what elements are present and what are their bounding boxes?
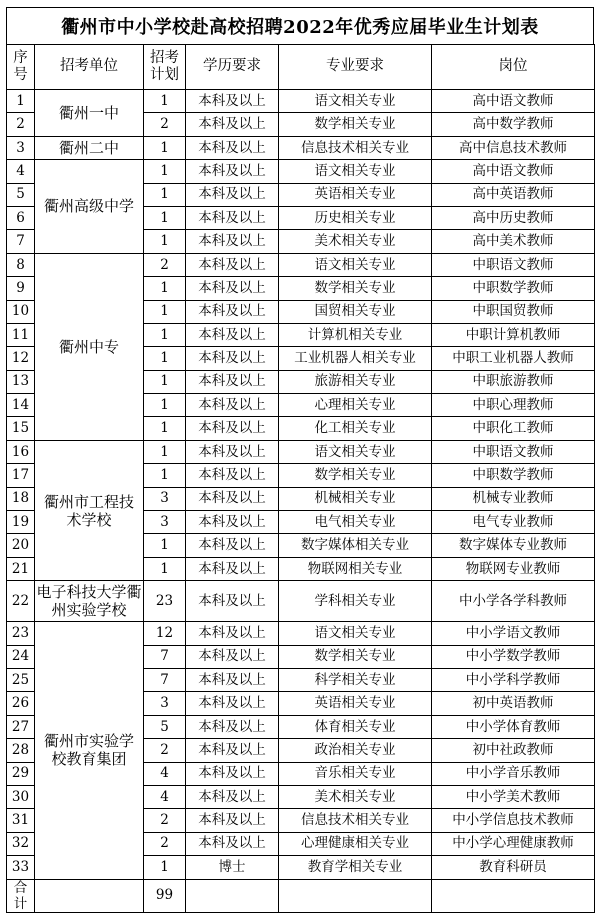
row-seq: 8 bbox=[7, 253, 35, 276]
row-major: 数学相关专业 bbox=[279, 464, 432, 487]
row-post: 中职数学教师 bbox=[432, 277, 595, 300]
unit-name-cell bbox=[35, 622, 144, 879]
row-post: 中小学美术教师 bbox=[432, 785, 595, 808]
row-edu: 本科及以上 bbox=[186, 253, 279, 276]
row-plan: 5 bbox=[144, 715, 186, 738]
row-seq: 20 bbox=[7, 534, 35, 557]
row-edu: 本科及以上 bbox=[186, 370, 279, 393]
row-post: 中职旅游教师 bbox=[432, 370, 595, 393]
unit-name-cell bbox=[35, 90, 144, 137]
row-edu: 本科及以上 bbox=[186, 394, 279, 417]
table-row bbox=[7, 440, 595, 463]
row-plan: 2 bbox=[144, 739, 186, 762]
row-seq: 10 bbox=[7, 300, 35, 323]
row-post: 中职心理教师 bbox=[432, 394, 595, 417]
row-major: 音乐相关专业 bbox=[279, 762, 432, 785]
row-plan: 1 bbox=[144, 534, 186, 557]
row-edu: 本科及以上 bbox=[186, 113, 279, 136]
row-post: 中小学各学科教师 bbox=[432, 581, 595, 622]
row-post: 中小学科学教师 bbox=[432, 668, 595, 691]
row-plan: 1 bbox=[144, 856, 186, 879]
row-plan: 2 bbox=[144, 253, 186, 276]
row-post: 高中历史教师 bbox=[432, 206, 595, 229]
row-edu: 本科及以上 bbox=[186, 300, 279, 323]
row-seq: 30 bbox=[7, 785, 35, 808]
row-post: 中小学信息技术教师 bbox=[432, 809, 595, 832]
row-plan: 3 bbox=[144, 511, 186, 534]
header-row bbox=[7, 45, 595, 90]
row-post: 中小学数学教师 bbox=[432, 645, 595, 668]
row-major: 心理健康相关专业 bbox=[279, 832, 432, 855]
row-plan: 2 bbox=[144, 113, 186, 136]
header-major: 专业要求 bbox=[279, 45, 432, 90]
row-seq: 22 bbox=[7, 581, 35, 622]
row-seq: 17 bbox=[7, 464, 35, 487]
row-edu: 本科及以上 bbox=[186, 622, 279, 645]
row-major: 教育学相关专业 bbox=[279, 856, 432, 879]
row-edu: 本科及以上 bbox=[186, 487, 279, 510]
row-plan: 1 bbox=[144, 183, 186, 206]
row-seq: 21 bbox=[7, 557, 35, 580]
row-plan: 1 bbox=[144, 160, 186, 183]
row-plan: 3 bbox=[144, 692, 186, 715]
row-post: 物联网专业教师 bbox=[432, 557, 595, 580]
row-major: 信息技术相关专业 bbox=[279, 136, 432, 159]
row-seq: 28 bbox=[7, 739, 35, 762]
row-post: 中职工业机器人教师 bbox=[432, 347, 595, 370]
row-major: 数学相关专业 bbox=[279, 277, 432, 300]
row-edu: 本科及以上 bbox=[186, 417, 279, 440]
header-plan: 招考计划 bbox=[144, 45, 186, 90]
unit-name: 衢州一中 bbox=[58, 103, 119, 122]
row-edu: 本科及以上 bbox=[186, 440, 279, 463]
row-post: 中职计算机教师 bbox=[432, 323, 595, 346]
unit-name: 衢州市工程技术学校 bbox=[44, 492, 135, 529]
row-seq: 15 bbox=[7, 417, 35, 440]
row-edu: 本科及以上 bbox=[186, 511, 279, 534]
row-plan: 1 bbox=[144, 557, 186, 580]
total-post-empty bbox=[432, 879, 595, 912]
row-plan: 4 bbox=[144, 785, 186, 808]
row-edu: 本科及以上 bbox=[186, 832, 279, 855]
row-plan: 4 bbox=[144, 762, 186, 785]
total-edu-empty bbox=[186, 879, 279, 912]
row-plan: 2 bbox=[144, 832, 186, 855]
row-seq: 13 bbox=[7, 370, 35, 393]
row-seq: 4 bbox=[7, 160, 35, 183]
row-edu: 本科及以上 bbox=[186, 323, 279, 346]
unit-name: 衢州二中 bbox=[58, 138, 119, 157]
row-plan: 2 bbox=[144, 809, 186, 832]
row-seq: 18 bbox=[7, 487, 35, 510]
row-plan: 1 bbox=[144, 370, 186, 393]
row-post: 中小学体育教师 bbox=[432, 715, 595, 738]
row-seq: 31 bbox=[7, 809, 35, 832]
table-row bbox=[7, 253, 595, 276]
row-plan: 1 bbox=[144, 347, 186, 370]
table-row bbox=[7, 581, 595, 622]
row-edu: 本科及以上 bbox=[186, 715, 279, 738]
row-major: 美术相关专业 bbox=[279, 785, 432, 808]
row-post: 高中语文教师 bbox=[432, 90, 595, 113]
recruitment-plan-table bbox=[6, 44, 595, 913]
row-seq: 1 bbox=[7, 90, 35, 113]
unit-name: 衢州高级中学 bbox=[43, 197, 134, 216]
row-seq: 6 bbox=[7, 206, 35, 229]
total-unit-empty bbox=[35, 879, 144, 912]
row-plan: 1 bbox=[144, 90, 186, 113]
unit-name: 衢州中专 bbox=[58, 337, 119, 356]
row-plan: 12 bbox=[144, 622, 186, 645]
row-edu: 本科及以上 bbox=[186, 762, 279, 785]
row-seq: 23 bbox=[7, 622, 35, 645]
row-major: 心理相关专业 bbox=[279, 394, 432, 417]
row-post: 中职语文教师 bbox=[432, 440, 595, 463]
row-major: 机械相关专业 bbox=[279, 487, 432, 510]
row-post: 中小学音乐教师 bbox=[432, 762, 595, 785]
unit-name-cell bbox=[35, 253, 144, 440]
row-major: 学科相关专业 bbox=[279, 581, 432, 622]
row-post: 中小学语文教师 bbox=[432, 622, 595, 645]
row-plan: 1 bbox=[144, 300, 186, 323]
row-major: 数学相关专业 bbox=[279, 645, 432, 668]
unit-name: 电子科技大学衢州实验学校 bbox=[36, 583, 142, 620]
row-major: 英语相关专业 bbox=[279, 692, 432, 715]
row-edu: 本科及以上 bbox=[186, 136, 279, 159]
row-seq: 32 bbox=[7, 832, 35, 855]
row-post: 初中社政教师 bbox=[432, 739, 595, 762]
row-edu: 本科及以上 bbox=[186, 785, 279, 808]
row-plan: 7 bbox=[144, 645, 186, 668]
row-post: 初中英语教师 bbox=[432, 692, 595, 715]
total-label: 合计 bbox=[7, 879, 35, 912]
document-title: 衢州市中小学校赴高校招聘2022年优秀应届毕业生计划表 bbox=[6, 7, 594, 45]
row-post: 教育科研员 bbox=[432, 856, 595, 879]
row-seq: 11 bbox=[7, 323, 35, 346]
unit-name-cell bbox=[35, 440, 144, 580]
row-edu: 本科及以上 bbox=[186, 739, 279, 762]
row-major: 计算机相关专业 bbox=[279, 323, 432, 346]
row-seq: 24 bbox=[7, 645, 35, 668]
row-major: 语文相关专业 bbox=[279, 622, 432, 645]
row-plan: 1 bbox=[144, 323, 186, 346]
row-seq: 12 bbox=[7, 347, 35, 370]
row-plan: 1 bbox=[144, 136, 186, 159]
row-edu: 博士 bbox=[186, 856, 279, 879]
row-major: 语文相关专业 bbox=[279, 253, 432, 276]
row-edu: 本科及以上 bbox=[186, 277, 279, 300]
row-post: 数字媒体专业教师 bbox=[432, 534, 595, 557]
row-plan: 1 bbox=[144, 206, 186, 229]
row-major: 电气相关专业 bbox=[279, 511, 432, 534]
header-unit: 招考单位 bbox=[35, 45, 144, 90]
table-row bbox=[7, 622, 595, 645]
row-edu: 本科及以上 bbox=[186, 347, 279, 370]
unit-name-cell bbox=[35, 136, 144, 159]
row-edu: 本科及以上 bbox=[186, 534, 279, 557]
row-major: 英语相关专业 bbox=[279, 183, 432, 206]
row-edu: 本科及以上 bbox=[186, 581, 279, 622]
row-post: 高中信息技术教师 bbox=[432, 136, 595, 159]
row-seq: 7 bbox=[7, 230, 35, 253]
row-plan: 23 bbox=[144, 581, 186, 622]
row-major: 旅游相关专业 bbox=[279, 370, 432, 393]
row-post: 中职语文教师 bbox=[432, 253, 595, 276]
row-edu: 本科及以上 bbox=[186, 90, 279, 113]
row-seq: 29 bbox=[7, 762, 35, 785]
row-post: 电气专业教师 bbox=[432, 511, 595, 534]
table-row bbox=[7, 160, 595, 183]
row-post: 高中英语教师 bbox=[432, 183, 595, 206]
row-major: 体育相关专业 bbox=[279, 715, 432, 738]
row-post: 中职化工教师 bbox=[432, 417, 595, 440]
row-edu: 本科及以上 bbox=[186, 557, 279, 580]
row-edu: 本科及以上 bbox=[186, 183, 279, 206]
row-edu: 本科及以上 bbox=[186, 645, 279, 668]
row-plan: 1 bbox=[144, 394, 186, 417]
total-row bbox=[7, 879, 595, 912]
row-seq: 19 bbox=[7, 511, 35, 534]
header-edu: 学历要求 bbox=[186, 45, 279, 90]
row-plan: 1 bbox=[144, 440, 186, 463]
row-plan: 1 bbox=[144, 417, 186, 440]
row-post: 机械专业教师 bbox=[432, 487, 595, 510]
row-major: 美术相关专业 bbox=[279, 230, 432, 253]
row-post: 高中美术教师 bbox=[432, 230, 595, 253]
row-major: 信息技术相关专业 bbox=[279, 809, 432, 832]
row-major: 物联网相关专业 bbox=[279, 557, 432, 580]
row-post: 高中语文教师 bbox=[432, 160, 595, 183]
total-major-empty bbox=[279, 879, 432, 912]
row-major: 语文相关专业 bbox=[279, 90, 432, 113]
row-edu: 本科及以上 bbox=[186, 692, 279, 715]
row-major: 国贸相关专业 bbox=[279, 300, 432, 323]
row-plan: 7 bbox=[144, 668, 186, 691]
row-plan: 1 bbox=[144, 277, 186, 300]
row-major: 数字媒体相关专业 bbox=[279, 534, 432, 557]
row-major: 语文相关专业 bbox=[279, 160, 432, 183]
row-seq: 27 bbox=[7, 715, 35, 738]
row-seq: 5 bbox=[7, 183, 35, 206]
table-row bbox=[7, 90, 595, 113]
header-post: 岗位 bbox=[432, 45, 595, 90]
row-major: 工业机器人相关专业 bbox=[279, 347, 432, 370]
header-seq: 序号 bbox=[7, 45, 35, 90]
row-seq: 25 bbox=[7, 668, 35, 691]
row-edu: 本科及以上 bbox=[186, 464, 279, 487]
row-major: 语文相关专业 bbox=[279, 440, 432, 463]
row-post: 中职数学教师 bbox=[432, 464, 595, 487]
row-seq: 14 bbox=[7, 394, 35, 417]
row-major: 政治相关专业 bbox=[279, 739, 432, 762]
unit-name: 衢州市实验学校教育集团 bbox=[44, 732, 135, 769]
unit-name-cell bbox=[35, 160, 144, 254]
row-post: 中职国贸教师 bbox=[432, 300, 595, 323]
row-plan: 1 bbox=[144, 230, 186, 253]
table-row bbox=[7, 136, 595, 159]
row-seq: 16 bbox=[7, 440, 35, 463]
row-edu: 本科及以上 bbox=[186, 206, 279, 229]
row-post: 中小学心理健康教师 bbox=[432, 832, 595, 855]
row-seq: 33 bbox=[7, 856, 35, 879]
row-major: 科学相关专业 bbox=[279, 668, 432, 691]
row-edu: 本科及以上 bbox=[186, 160, 279, 183]
total-plan: 99 bbox=[144, 879, 186, 912]
row-seq: 2 bbox=[7, 113, 35, 136]
unit-name-cell bbox=[35, 581, 144, 622]
row-major: 历史相关专业 bbox=[279, 206, 432, 229]
row-post: 高中数学教师 bbox=[432, 113, 595, 136]
row-edu: 本科及以上 bbox=[186, 668, 279, 691]
row-major: 数学相关专业 bbox=[279, 113, 432, 136]
row-edu: 本科及以上 bbox=[186, 230, 279, 253]
row-plan: 1 bbox=[144, 464, 186, 487]
row-seq: 26 bbox=[7, 692, 35, 715]
row-major: 化工相关专业 bbox=[279, 417, 432, 440]
table-body bbox=[7, 90, 595, 880]
row-plan: 3 bbox=[144, 487, 186, 510]
row-seq: 3 bbox=[7, 136, 35, 159]
row-edu: 本科及以上 bbox=[186, 809, 279, 832]
row-seq: 9 bbox=[7, 277, 35, 300]
